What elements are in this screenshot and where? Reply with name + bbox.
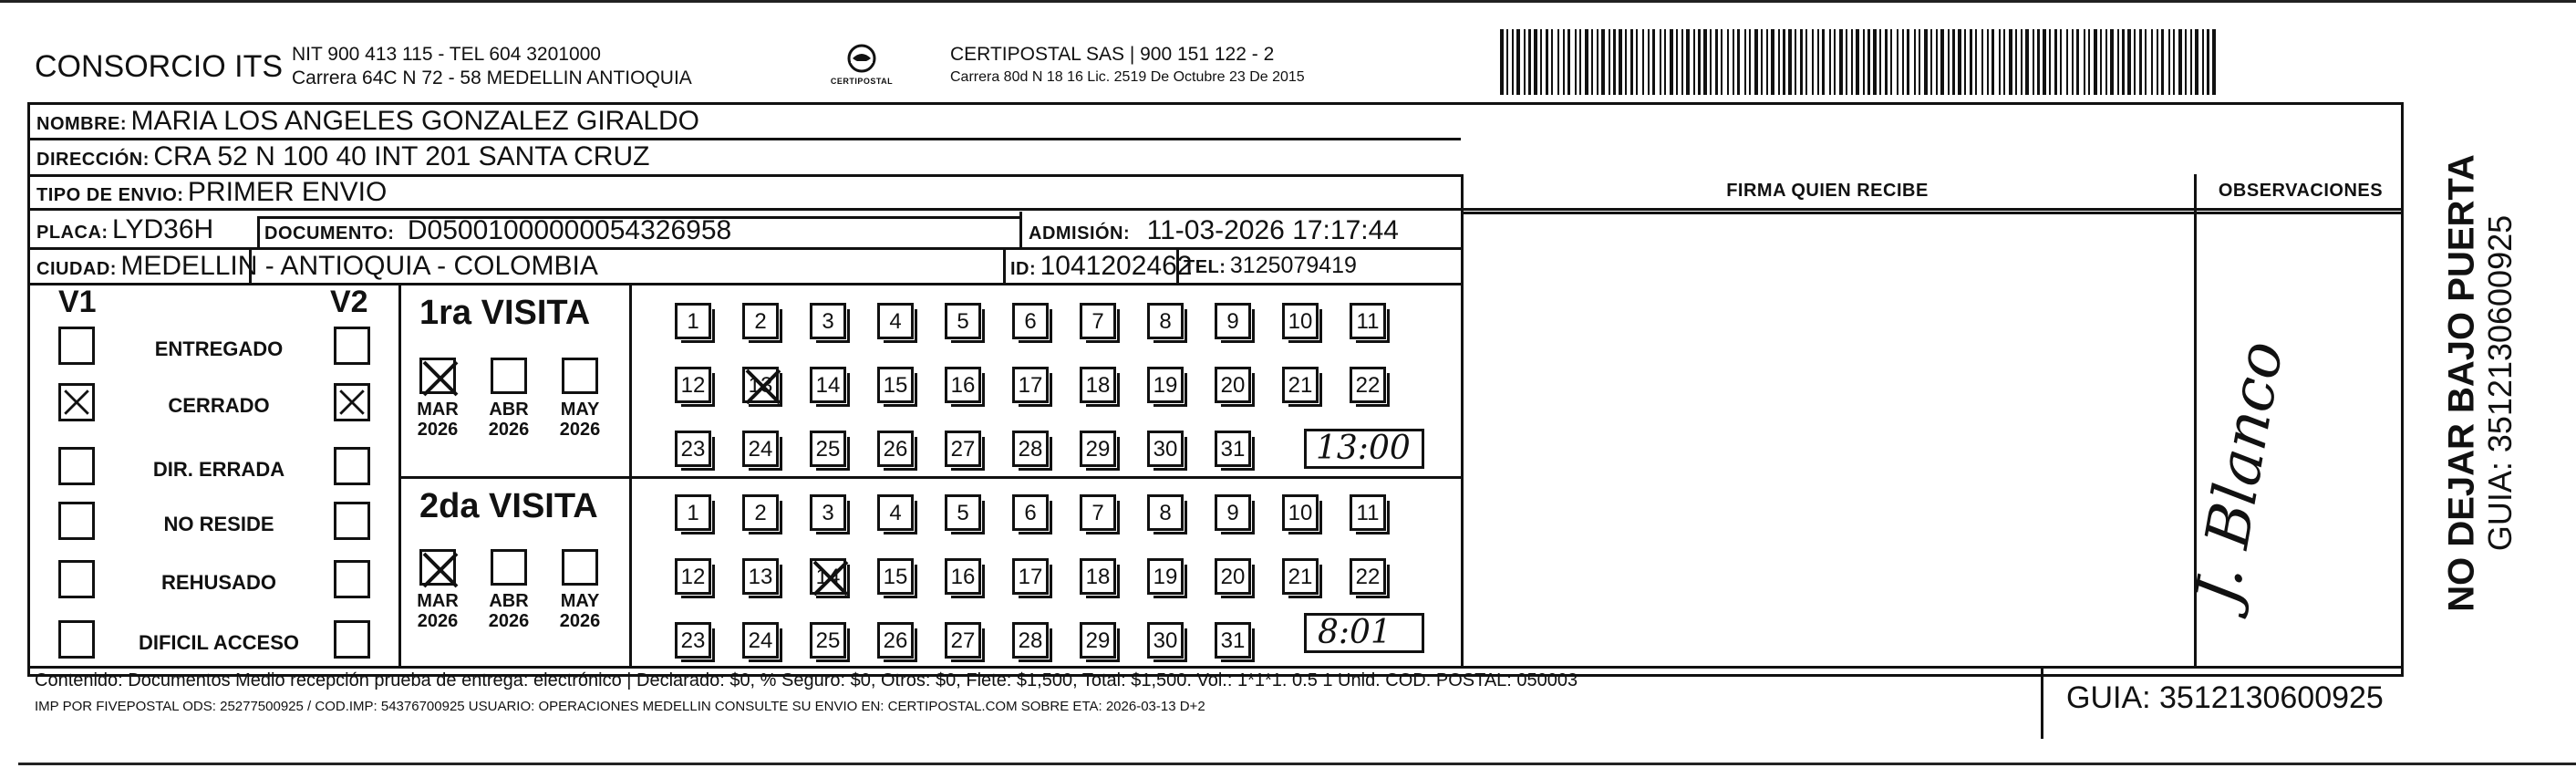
month-checkbox[interactable] — [491, 358, 527, 394]
field-id — [1010, 251, 1192, 282]
company-info-line1: NIT 900 413 115 - TEL 604 3201000 — [292, 44, 601, 65]
day-box[interactable]: 19 — [1147, 367, 1184, 403]
day-box[interactable]: 16 — [945, 367, 981, 403]
day-box[interactable]: 8 — [1147, 494, 1184, 531]
month-name: ABR — [489, 400, 529, 420]
barcode-bar — [1613, 29, 1616, 95]
barcode-bar — [1609, 29, 1610, 95]
barcode-bar — [1744, 29, 1746, 95]
barcode-bar — [2151, 29, 2153, 95]
day-box[interactable]: 29 — [1080, 431, 1116, 467]
status-option-label: NO RESIDE — [163, 513, 274, 535]
day-box[interactable]: 29 — [1080, 622, 1116, 659]
month-label — [552, 591, 608, 631]
barcode-bar — [1795, 29, 1796, 95]
barcode-bar — [2110, 29, 2114, 95]
month-name: ABR — [489, 591, 529, 611]
barcode-bar — [1733, 29, 1734, 95]
side-guia-text: GUIA: 3512130600925 — [2481, 214, 2519, 552]
second-visit-time-box — [1304, 613, 1424, 653]
barcode-bar — [1975, 29, 1977, 95]
day-box[interactable]: 25 — [810, 622, 846, 659]
status-option-label: ENTREGADO — [154, 337, 284, 360]
month-checkbox[interactable] — [562, 358, 598, 394]
month-label — [409, 591, 466, 631]
day-box[interactable]: 15 — [877, 367, 914, 403]
v2-checkbox[interactable] — [334, 327, 370, 365]
barcode-bar — [2122, 29, 2125, 95]
barcode-bar — [1721, 29, 1723, 95]
month-checkbox[interactable] — [562, 549, 598, 586]
v1-checkbox[interactable] — [58, 620, 95, 659]
barcode-bar — [1788, 29, 1792, 95]
barcode-bar — [2094, 29, 2097, 95]
field-tel — [1184, 253, 1357, 279]
barcode-bar — [2173, 29, 2175, 95]
carrier-info-line2: Carrera 80d N 18 16 Lic. 2519 De Octubre 23 De 2015 — [950, 69, 1305, 85]
month-checkbox[interactable] — [419, 358, 456, 394]
day-box[interactable]: 25 — [810, 431, 846, 467]
status-option-label: DIFICIL ACCESO — [138, 631, 299, 654]
direccion-label: DIRECCIÓN: — [36, 150, 150, 170]
barcode-bar — [1557, 29, 1559, 95]
barcode-bar — [1879, 29, 1881, 95]
barcode-bar — [1585, 29, 1588, 95]
barcode-bar — [1686, 29, 1690, 95]
day-box[interactable]: 14 — [810, 558, 846, 595]
company-name: CONSORCIO ITS — [35, 49, 284, 84]
barcode-bar — [2100, 29, 2102, 95]
barcode-bar — [1873, 29, 1877, 95]
barcode-bar — [1839, 29, 1843, 95]
day-box[interactable]: 10 — [1282, 494, 1319, 531]
barcode-bar — [1936, 29, 1938, 95]
barcode-bar — [1829, 29, 1831, 95]
barcode-bar — [2195, 29, 2198, 95]
scan-edge — [0, 0, 2576, 3]
day-box[interactable]: 9 — [1215, 494, 1251, 531]
day-box[interactable]: 17 — [1012, 367, 1049, 403]
day-box[interactable]: 12 — [675, 558, 711, 595]
ciudad-label: CIUDAD: — [36, 259, 117, 279]
day-box[interactable]: 27 — [945, 431, 981, 467]
direccion-value: CRA 52 N 100 40 INT 201 SANTA CRUZ — [153, 141, 650, 171]
footer-print-line: IMP POR FIVEPOSTAL ODS: 25277500925 / COD.IMP: 54376700925 USUARIO: OPERACIONES MEDELLIN CONSULTE SU ENVIO EN: CERTIPOSTAL.COM SOBRE ETA: 2026-03-13 D+2 — [35, 699, 1205, 714]
barcode-bar — [1591, 29, 1593, 95]
barcode-bar — [1778, 29, 1780, 95]
barcode-bar — [1715, 29, 1718, 95]
month-name: MAY — [560, 400, 600, 420]
first-visit-time-box — [1304, 429, 1424, 469]
barcode-bar — [1930, 29, 1932, 95]
second-visit-title: 2da VISITA — [419, 487, 598, 525]
day-box[interactable]: 2 — [742, 494, 779, 531]
scan-edge-bottom — [18, 763, 2576, 765]
field-admision — [1029, 215, 1399, 246]
tipo-envio-label: TIPO DE ENVIO: — [36, 185, 184, 205]
barcode-bar — [2161, 29, 2164, 95]
day-box[interactable]: 15 — [877, 558, 914, 595]
barcode-bar — [1897, 29, 1898, 95]
barcode-bar — [1902, 29, 1904, 95]
barcode-bar — [2025, 29, 2029, 95]
field-ciudad — [36, 251, 598, 282]
barcode-bar — [1991, 29, 1994, 95]
field-documento — [264, 215, 731, 246]
month-year: 2026 — [559, 420, 601, 440]
day-box[interactable]: 23 — [675, 622, 711, 659]
barcode-bar — [2178, 29, 2182, 95]
barcode-bar — [2157, 29, 2158, 95]
barcode-bar — [1534, 29, 1537, 95]
barcode-bar — [1851, 29, 1853, 95]
barcode-bar — [1885, 29, 1888, 95]
barcode-bar — [1664, 29, 1666, 95]
barcode-bar — [1563, 29, 1565, 95]
status-option-label: REHUSADO — [161, 571, 276, 594]
barcode-bar — [1812, 29, 1814, 95]
day-box[interactable]: 27 — [945, 622, 981, 659]
day-box[interactable]: 5 — [945, 303, 981, 339]
barcode-bar — [1506, 29, 1508, 95]
barcode-bar — [2088, 29, 2090, 95]
barcode-bar — [1546, 29, 1548, 95]
barcode-bar — [1516, 29, 1520, 95]
barcode-bar — [1907, 29, 1909, 95]
barcode-bar — [1846, 29, 1847, 95]
day-box[interactable]: 30 — [1147, 622, 1184, 659]
barcode-bar — [2212, 29, 2216, 95]
v2-checkbox[interactable] — [334, 383, 370, 421]
day-box[interactable]: 23 — [675, 431, 711, 467]
day-box[interactable]: 1 — [675, 303, 711, 339]
barcode-bar — [1863, 29, 1865, 95]
barcode-bar — [1761, 29, 1763, 95]
barcode-bar — [1601, 29, 1605, 95]
documento-value: D05001000000054326958 — [407, 215, 732, 245]
admision-value: 11-03-2026 17:17:44 — [1146, 215, 1399, 245]
day-box[interactable]: 31 — [1215, 431, 1251, 467]
v1-checkbox[interactable] — [58, 327, 95, 365]
day-box[interactable]: 6 — [1012, 303, 1049, 339]
barcode-bar — [2145, 29, 2147, 95]
barcode-bar — [1648, 29, 1650, 95]
admision-label: ADMISIÓN: — [1029, 223, 1131, 244]
barcode-bar — [1970, 29, 1972, 95]
day-box[interactable]: 6 — [1012, 494, 1049, 531]
barcode-bar — [1551, 29, 1553, 95]
day-box[interactable]: 26 — [877, 431, 914, 467]
day-box[interactable]: 13 — [742, 367, 779, 403]
month-name: MAY — [560, 591, 600, 611]
day-box[interactable]: 17 — [1012, 558, 1049, 595]
footer-guia: GUIA: 3512130600925 — [2066, 680, 2384, 715]
barcode-bar — [2009, 29, 2012, 95]
barcode-bar — [1952, 29, 1955, 95]
barcode-bar — [1500, 29, 1504, 95]
barcode-bar — [1703, 29, 1707, 95]
month-year: 2026 — [417, 420, 459, 440]
day-box[interactable]: 3 — [810, 303, 846, 339]
barcode-bar — [1987, 29, 1989, 95]
day-box[interactable]: 13 — [742, 558, 779, 595]
barcode-bar — [1834, 29, 1836, 95]
barcode-bar — [1676, 29, 1678, 95]
barcode-bar — [2134, 29, 2136, 95]
barcode-bar — [2076, 29, 2079, 95]
day-box[interactable]: 12 — [675, 367, 711, 403]
logo-text: CERTIPOSTAL — [830, 77, 894, 86]
barcode-bar — [2139, 29, 2142, 95]
barcode-bar — [2066, 29, 2068, 95]
documento-label: DOCUMENTO: — [264, 223, 395, 244]
day-box[interactable]: 9 — [1215, 303, 1251, 339]
day-box[interactable]: 8 — [1147, 303, 1184, 339]
month-label — [409, 400, 466, 440]
barcode-bar — [1783, 29, 1785, 95]
day-box[interactable]: 4 — [877, 494, 914, 531]
barcode-bar — [1919, 29, 1920, 95]
side-notice-text: NO DEJAR BAJO PUERTA — [2441, 154, 2482, 612]
field-placa — [36, 214, 213, 245]
v1-checkbox[interactable] — [58, 447, 95, 485]
month-label — [552, 400, 608, 440]
v2-checkbox[interactable] — [334, 620, 370, 659]
field-tipo-envio — [36, 177, 387, 208]
barcode-bar — [1805, 29, 1807, 95]
barcode-bar — [1822, 29, 1825, 95]
barcode-bar — [2168, 29, 2170, 95]
barcode-bar — [1670, 29, 1673, 95]
side-notice — [2426, 119, 2535, 648]
barcode-bar — [1964, 29, 1966, 95]
barcode-bar — [1660, 29, 1661, 95]
day-box[interactable]: 16 — [945, 558, 981, 595]
barcode — [1500, 29, 2220, 95]
barcode-bar — [2015, 29, 2017, 95]
barcode-bar — [2105, 29, 2107, 95]
month-year: 2026 — [488, 420, 530, 440]
barcode-bar — [1625, 29, 1627, 95]
firma-header: FIRMA QUIEN RECIBE — [1726, 181, 1929, 201]
v2-checkbox[interactable] — [334, 447, 370, 485]
barcode-bar — [1856, 29, 1859, 95]
barcode-bar — [2202, 29, 2204, 95]
placa-value: LYD36H — [112, 214, 214, 244]
barcode-bar — [1817, 29, 1819, 95]
barcode-bar — [1597, 29, 1598, 95]
company-info-line2: Carrera 64C N 72 - 58 MEDELLIN ANTIOQUIA — [292, 67, 692, 88]
barcode-bar — [1636, 29, 1638, 95]
day-box[interactable]: 18 — [1080, 558, 1116, 595]
barcode-bar — [1924, 29, 1928, 95]
barcode-bar — [1867, 29, 1870, 95]
barcode-bar — [1652, 29, 1655, 95]
first-visit-title: 1ra VISITA — [419, 294, 591, 332]
day-box[interactable]: 1 — [675, 494, 711, 531]
day-box[interactable]: 28 — [1012, 431, 1049, 467]
barcode-bar — [2060, 29, 2062, 95]
day-box[interactable]: 2 — [742, 303, 779, 339]
barcode-bar — [1948, 29, 1950, 95]
barcode-bar — [1575, 29, 1577, 95]
month-name: MAR — [417, 591, 459, 611]
day-box[interactable]: 24 — [742, 431, 779, 467]
barcode-bar — [2127, 29, 2131, 95]
barcode-bar — [2072, 29, 2074, 95]
barcode-bar — [1540, 29, 1542, 95]
barcode-bar — [1981, 29, 1983, 95]
status-option-label: CERRADO — [168, 394, 270, 417]
day-box[interactable]: 7 — [1080, 303, 1116, 339]
barcode-bar — [1771, 29, 1774, 95]
second-visit-time: 8:01 — [1318, 614, 1391, 651]
barcode-bar — [1958, 29, 1961, 95]
barcode-bar — [1940, 29, 1944, 95]
barcode-bar — [2117, 29, 2119, 95]
barcode-bar — [1890, 29, 1892, 95]
day-box[interactable]: 19 — [1147, 558, 1184, 595]
month-year: 2026 — [417, 611, 459, 631]
tel-value: 3125079419 — [1229, 253, 1357, 278]
barcode-bar — [2190, 29, 2192, 95]
barcode-bar — [2021, 29, 2023, 95]
barcode-bar — [1693, 29, 1695, 95]
v1-checkbox[interactable] — [58, 502, 95, 540]
barcode-bar — [1766, 29, 1768, 95]
v2-checkbox[interactable] — [334, 502, 370, 540]
day-box[interactable]: 21 — [1282, 367, 1319, 403]
day-box[interactable]: 31 — [1215, 622, 1251, 659]
day-box[interactable]: 22 — [1350, 367, 1386, 403]
day-box[interactable]: 11 — [1350, 494, 1386, 531]
barcode-bar — [1800, 29, 1803, 95]
barcode-bar — [2054, 29, 2057, 95]
barcode-bar — [1619, 29, 1622, 95]
barcode-bar — [1999, 29, 2001, 95]
barcode-bar — [2033, 29, 2034, 95]
barcode-bar — [1737, 29, 1740, 95]
month-checkbox[interactable] — [491, 549, 527, 586]
day-box[interactable]: 30 — [1147, 431, 1184, 467]
month-label — [481, 400, 537, 440]
day-box[interactable]: 3 — [810, 494, 846, 531]
v2-checkbox[interactable] — [334, 560, 370, 598]
month-label — [481, 591, 537, 631]
barcode-bar — [1528, 29, 1531, 95]
status-option-label: DIR. ERRADA — [152, 458, 285, 481]
barcode-bar — [2037, 29, 2040, 95]
barcode-bar — [2084, 29, 2085, 95]
month-year: 2026 — [488, 611, 530, 631]
placa-label: PLACA: — [36, 223, 109, 243]
footer-content-line: Contenido: Documentos Medio recepción prueba de entrega: electrónico | Declarado: $0, % Seguro: $0, Otros: $0, Flete: $1,500, Total: $1,500. Vol.: 1*1*1. 0.5 1 Unid. COD. POSTAL: 050003 — [35, 670, 1578, 690]
day-box[interactable]: 5 — [945, 494, 981, 531]
month-year: 2026 — [559, 611, 601, 631]
barcode-bar — [1754, 29, 1758, 95]
day-box[interactable]: 24 — [742, 622, 779, 659]
v1-checkbox[interactable] — [58, 383, 95, 421]
day-box[interactable]: 18 — [1080, 367, 1116, 403]
nombre-value: MARIA LOS ANGELES GONZALEZ GIRALDO — [130, 106, 700, 136]
barcode-bar — [1698, 29, 1701, 95]
barcode-bar — [1630, 29, 1633, 95]
day-box[interactable]: 4 — [877, 303, 914, 339]
barcode-bar — [2003, 29, 2005, 95]
id-label: ID: — [1010, 259, 1037, 279]
day-box[interactable]: 11 — [1350, 303, 1386, 339]
signature: J. Blanco — [2181, 336, 2297, 610]
month-checkbox[interactable] — [419, 549, 456, 586]
day-box[interactable]: 20 — [1215, 367, 1251, 403]
tel-label: TEL: — [1184, 257, 1226, 277]
day-box[interactable]: 28 — [1012, 622, 1049, 659]
day-box[interactable]: 22 — [1350, 558, 1386, 595]
barcode-bar — [1579, 29, 1581, 95]
barcode-bar — [2185, 29, 2187, 95]
carrier-info-line1: CERTIPOSTAL SAS | 900 151 122 - 2 — [950, 44, 1275, 65]
day-box[interactable]: 26 — [877, 622, 914, 659]
field-nombre — [36, 106, 699, 137]
ciudad-value: MEDELLIN - ANTIOQUIA - COLOMBIA — [120, 251, 598, 281]
tipo-envio-value: PRIMER ENVIO — [187, 177, 388, 207]
barcode-bar — [1512, 29, 1514, 95]
v1-checkbox[interactable] — [58, 560, 95, 598]
barcode-bar — [1727, 29, 1729, 95]
barcode-bar — [1914, 29, 1916, 95]
id-value: 1041202462 — [1040, 251, 1193, 281]
barcode-bar — [1642, 29, 1644, 95]
field-direccion — [36, 141, 649, 172]
day-box[interactable]: 14 — [810, 367, 846, 403]
day-box[interactable]: 21 — [1282, 558, 1319, 595]
v1-label: V1 — [58, 285, 97, 319]
day-box[interactable]: 7 — [1080, 494, 1116, 531]
v2-label: V2 — [330, 285, 368, 319]
barcode-bar — [1681, 29, 1683, 95]
certipostal-logo — [825, 40, 898, 93]
first-visit-time: 13:00 — [1316, 430, 1411, 467]
nombre-label: NOMBRE: — [36, 114, 128, 134]
observaciones-header: OBSERVACIONES — [2218, 181, 2384, 201]
barcode-bar — [1710, 29, 1712, 95]
barcode-bar — [1567, 29, 1570, 95]
barcode-bar — [2207, 29, 2209, 95]
barcode-bar — [2043, 29, 2046, 95]
day-box[interactable]: 10 — [1282, 303, 1319, 339]
barcode-bar — [2049, 29, 2051, 95]
barcode-bar — [1524, 29, 1526, 95]
day-box[interactable]: 20 — [1215, 558, 1251, 595]
month-name: MAR — [417, 400, 459, 420]
barcode-bar — [1749, 29, 1751, 95]
